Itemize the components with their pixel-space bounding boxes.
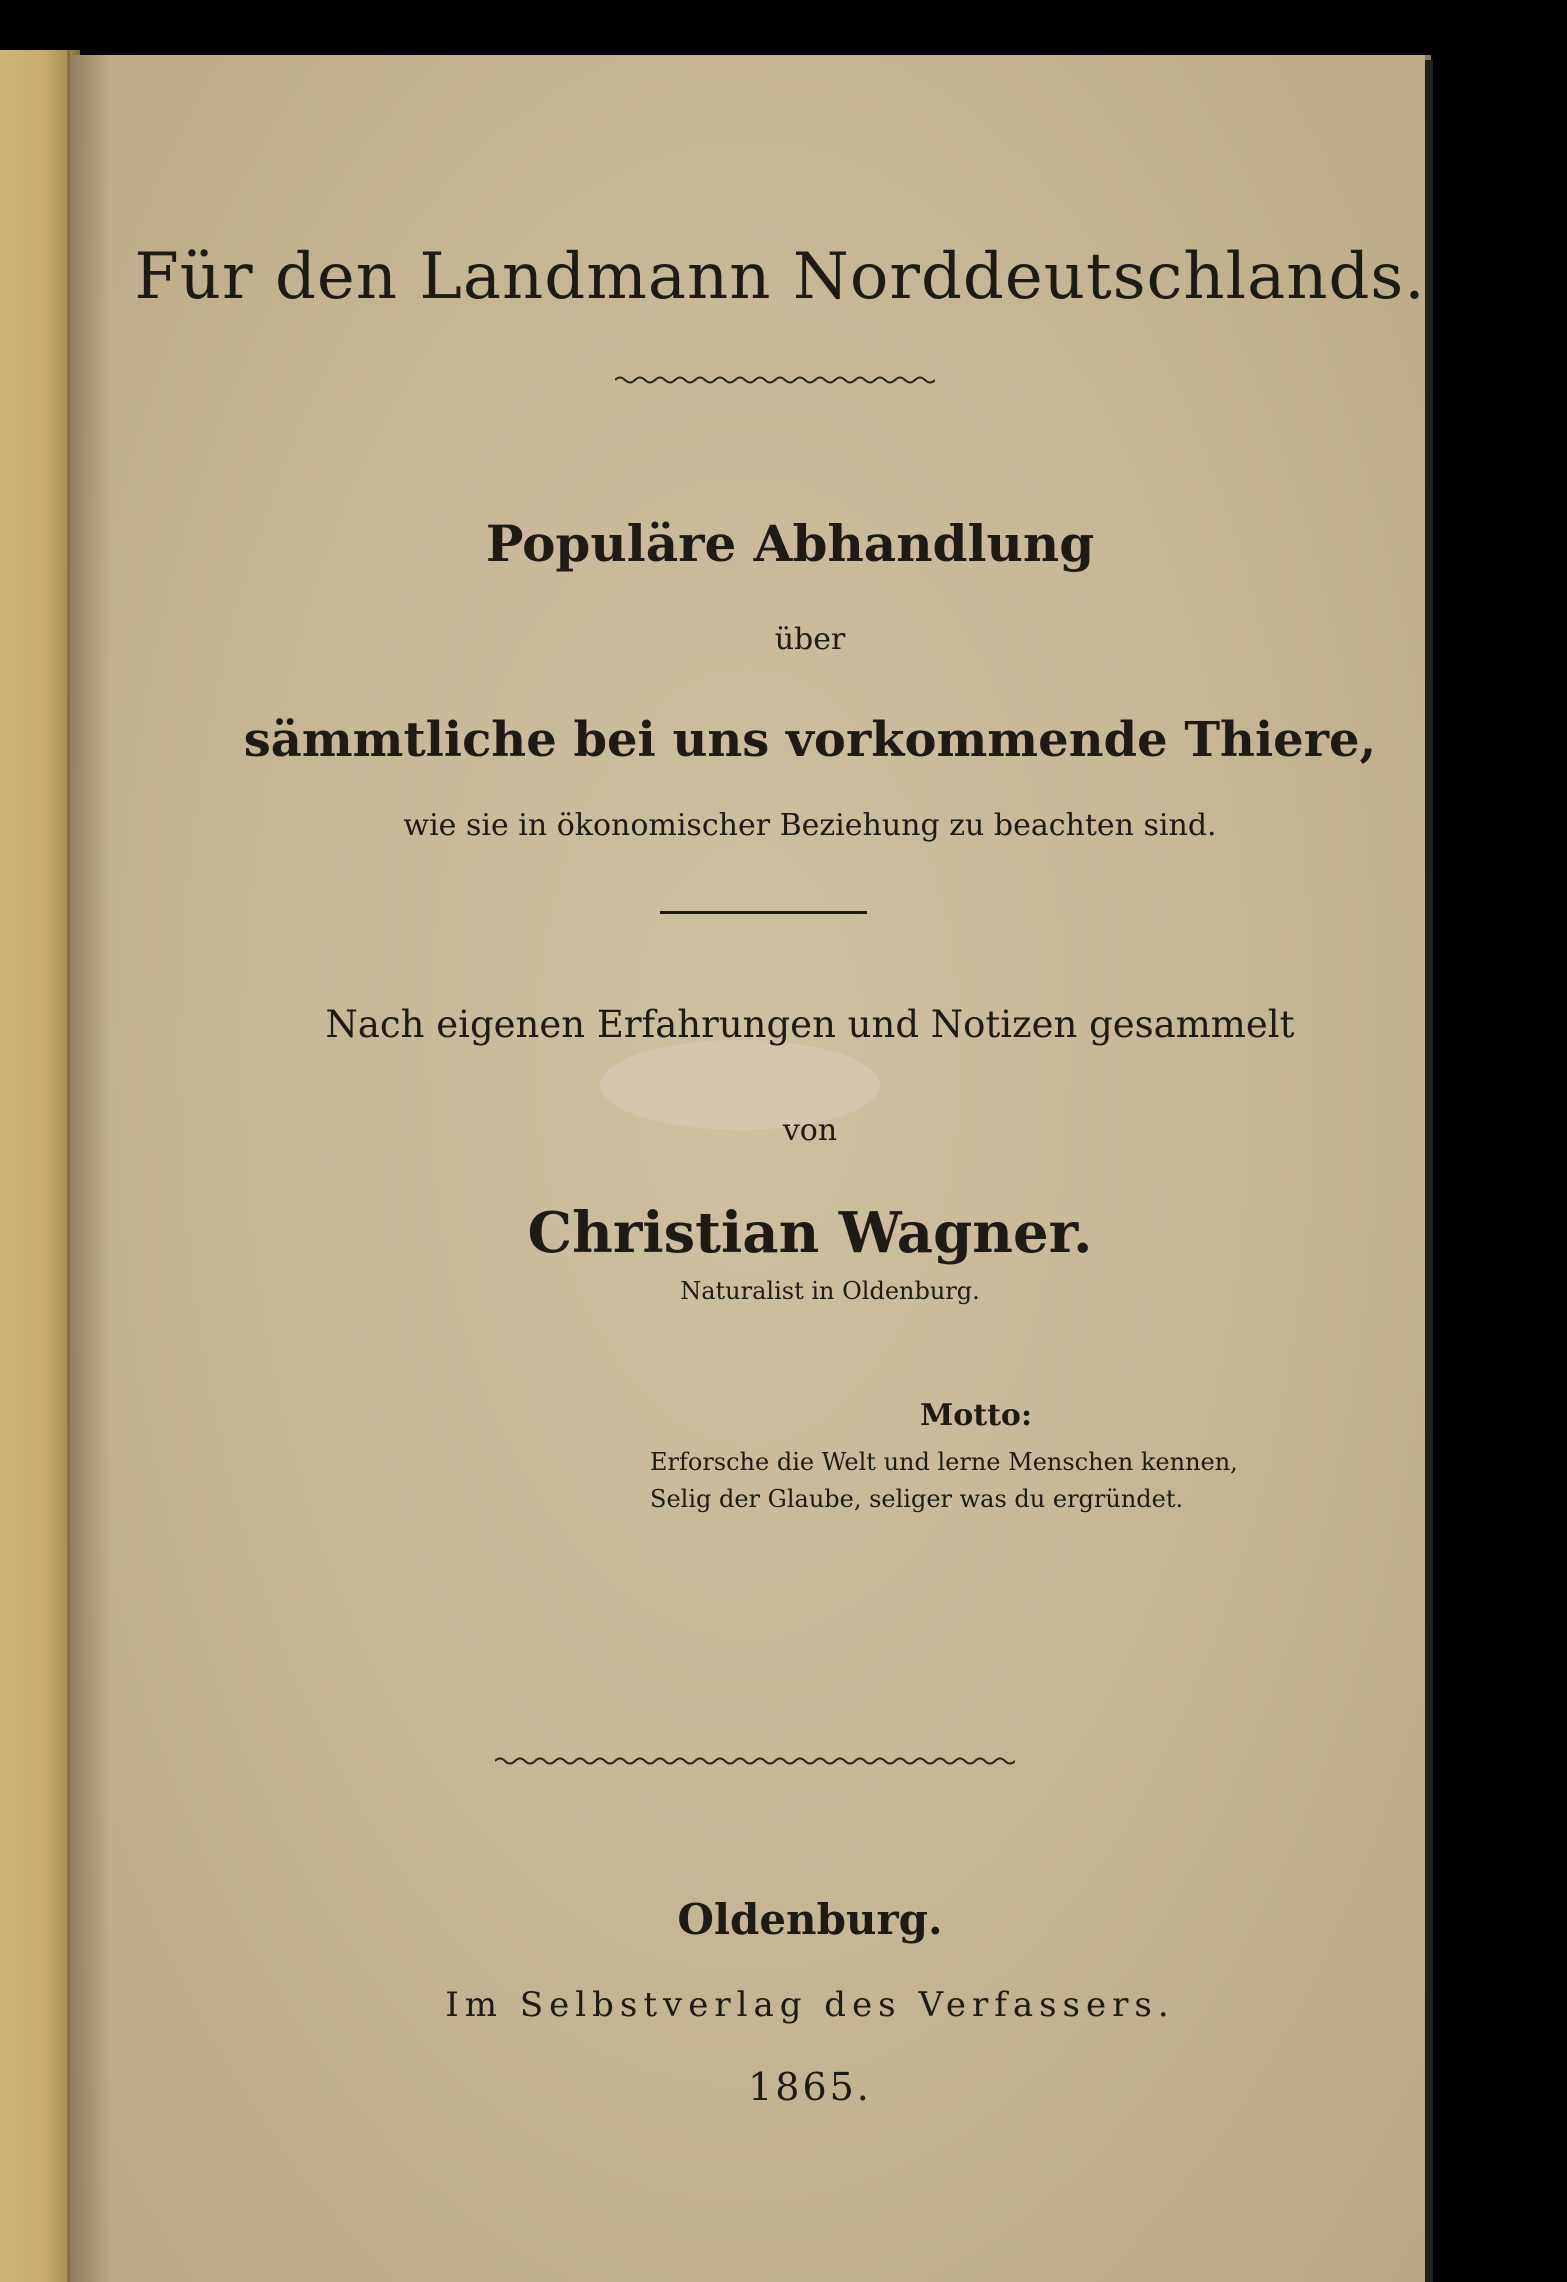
connector-von: von: [782, 1113, 838, 1148]
publication-year: 1865.: [748, 2065, 872, 2109]
wavy-ornament-bottom: [495, 1755, 1015, 1767]
left-facing-page: [0, 50, 80, 2282]
subject-line: sämmtliche bei uns vorkommende Thiere,: [243, 712, 1377, 768]
divider-rule: [660, 911, 867, 914]
subtitle: Populäre Abhandlung: [485, 514, 1095, 573]
spine-shadow: [70, 55, 110, 2282]
book-title: Für den Landmann Norddeutschlands.: [134, 240, 1426, 314]
title-page: [70, 55, 1431, 2282]
motto-line-1: Erforsche die Welt und lerne Menschen kennen,: [650, 1448, 1238, 1476]
author-role: Naturalist in Oldenburg.: [680, 1277, 980, 1305]
author-name: Christian Wagner.: [527, 1200, 1093, 1266]
connector-ueber: über: [774, 622, 846, 657]
motto-line-2: Selig der Glaube, seliger was du ergründet.: [650, 1485, 1184, 1513]
subject-qualifier: wie sie in ökonomischer Beziehung zu beachten sind.: [403, 808, 1217, 843]
collected-note: Nach eigenen Erfahrungen und Notizen gesammelt: [325, 1003, 1295, 1046]
publication-city: Oldenburg.: [677, 1895, 943, 1944]
wavy-ornament-top: [615, 374, 935, 386]
motto-label: Motto:: [920, 1398, 1033, 1433]
book-binding: [1425, 60, 1433, 2282]
publisher-line: Im Selbstverlag des Verfassers.: [445, 1985, 1175, 2025]
